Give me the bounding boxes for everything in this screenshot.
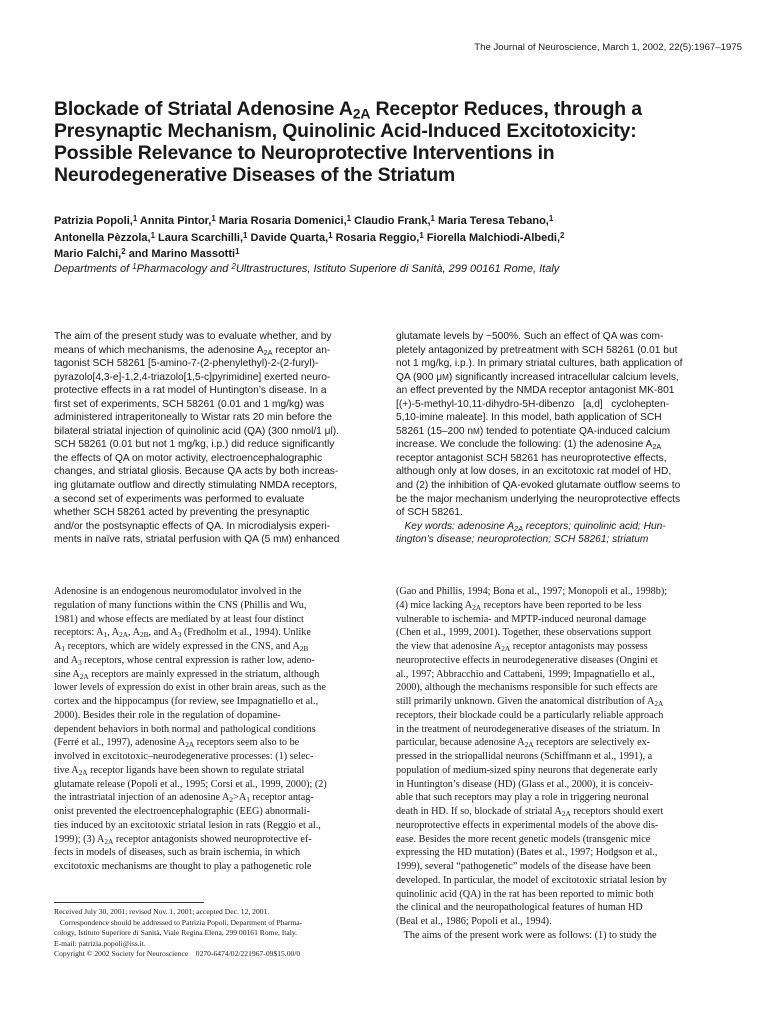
body-line: in Huntington’s disease (HD) (Glass et al., 2000), it is conceiv- <box>396 778 654 790</box>
abstract-line: and (2) the inhibition of QA-evoked glutamate outflow seems to <box>396 480 681 492</box>
abstract-line: The aim of the present study was to evaluate whether, and by <box>54 331 332 342</box>
abstract-line: 5,10-imine maleate]. In this model, bath application of SCH <box>396 412 662 424</box>
body-right-column <box>396 585 718 943</box>
body-line: quinolinic acid (QA) in the rat has been reported to mimic both <box>396 888 654 900</box>
body-line: 2000), although the mechanisms responsible for such effects are <box>396 682 658 694</box>
body-line: population of medium-sized spiny neurons that degenerate early <box>396 764 658 776</box>
abstract-line: not 1 mg/kg, i.p.). In primary striatal cultures, bath application of <box>396 358 683 370</box>
body-line: Adenosine is an endogenous neuromodulator involved in the <box>54 586 302 597</box>
body-line: dependent behaviors in both normal and pathological conditions <box>54 723 316 735</box>
abstract-line: pyrazolo[4,3-e]-1,2,4-triazolo[1,5-c]pyrimidine] exerted neuro- <box>54 371 331 383</box>
abstract-line: QA (900 μM) significantly increased intracellular calcium levels, <box>396 371 679 383</box>
abstract-line: means of which mechanisms, the adenosine $A_{2A}$ receptor an- <box>54 344 331 357</box>
body-line: receptors: $A_1$, $A_{2A}$, $A_{2B}$, and $A_3$ (Fredholm et al., 1994). Unlike <box>54 627 311 640</box>
abstract-line: a second set of experiments was performed to evaluate <box>54 493 305 505</box>
author-line: Mario Falchi,$^2$ and Marino Massotti$^1$ <box>54 246 240 260</box>
body-line: tive $A_{2A}$ receptor ligands have been shown to regulate striatal <box>54 764 305 777</box>
title-line: Blockade of Striatal Adenosine $A_{2A}$ Receptor Reduces, through a <box>54 98 642 122</box>
abstract-line: receptor antagonist SCH 58261 has neuroprotective effects, <box>396 452 667 464</box>
body-line: 2000). Besides their role in the regulation of dopamine- <box>54 709 281 721</box>
body-line: in the treatment of neurodegenerative diseases of the striatum. In <box>396 723 661 735</box>
abstract-line: bilateral striatal injection of quinolinic acid (QA) (300 nmol/1 μl). <box>54 425 340 437</box>
body-line: pressed in the striopallidal neurons (Schiffmann et al., 1991), a <box>396 751 653 762</box>
title-line: Neurodegenerative Diseases of the Striatum <box>54 164 456 186</box>
abstract-line: and/or the postsynaptic effects of QA. In microdialysis experi- <box>54 520 331 532</box>
footnotes <box>54 907 376 960</box>
body-line: cortex and the hippocampus (for review, see Impagnatiello et al., <box>54 696 319 707</box>
footnote-line: Correspondence should be addressed to Patrizia Popoli, Department of Pharma- <box>54 917 303 927</box>
body-line: lower levels of expression do exist in other brain areas, such as the <box>54 682 326 694</box>
author-line: Patrizia Popoli,$^1$ Annita Pintor,$^1$ Maria Rosaria Domenici,$^1$ Claudio Frank,$^1$ Maria Teresa Tebano,$^1$ <box>54 213 554 227</box>
body-line: the clinical and the neuropathological features of human HD <box>396 902 643 914</box>
abstract-line: increase. We conclude the following: (1) the adenosine $A_{2A}$ <box>396 439 662 452</box>
abstract-left-column <box>54 330 374 547</box>
article-title <box>54 98 734 186</box>
abstract-line: Key words: adenosine $A_{2A}$ receptors; quinolinic acid; Hun- <box>404 520 666 533</box>
title-line: Presynaptic Mechanism, Quinolinic Acid-Induced Excitotoxicity: <box>54 120 637 142</box>
body-line: $A_1$ receptors, which are widely expressed in the CNS, and $A_{2B}$ <box>54 641 309 653</box>
abstract-line: protective effects in a rat model of Huntington’s disease. In a <box>54 385 327 397</box>
abstract-line: tington’s disease; neuroprotection; SCH 58261; striatum <box>396 534 649 546</box>
body-line: (Chen et al., 1999, 2001). Together, these observations support <box>396 627 652 639</box>
body-line: (4) mice lacking $A_{2A}$ receptors have been reported to be less <box>396 599 642 612</box>
body-line: still primarily unknown. Given the anatomical distribution of $A_{2A}$ <box>396 696 664 708</box>
abstract-line: tagonist SCH 58261 [5-amino-7-(2-phenylethyl)-2-(2-furyl)- <box>54 358 319 370</box>
abstract-line: glutamate levels by ~500%. Such an effect of QA was com- <box>396 331 664 342</box>
abstract-line: 58261 (15–200 nM) tended to potentiate QA-induced calcium <box>396 425 671 437</box>
footnote-line: E-mail: patrizia.popoli@iss.it. <box>54 938 146 948</box>
body-line: developed. In particular, the model of excitotoxic striatal lesion by <box>396 874 667 886</box>
footnote-divider <box>54 902 204 903</box>
body-line: vulnerable to ischemia- and MPTP-induced neuronal damage <box>396 613 647 625</box>
body-line: fects in models of diseases, such as brain ischemia, in which <box>54 847 301 859</box>
footnote-line: Copyright © 2002 Society for Neuroscience 0270-6474/02/221967-09$15.00/0 <box>54 949 301 959</box>
body-line: able that such receptors may play a role in triggering neuronal <box>396 792 649 804</box>
abstract-line: although only at low doses, in an excitotoxic rat model of HD, <box>396 466 672 478</box>
body-line: receptors, their blockade could be a particularly reliable approach <box>396 709 664 721</box>
body-line: 1981) and whose effects are mediated by at least four distinct <box>54 613 304 625</box>
body-line: sine $A_{2A}$ receptors are mainly expressed in the striatum, although <box>54 668 320 681</box>
body-line: and $A_3$ receptors, whose central expression is rather low, adeno- <box>54 654 315 667</box>
abstract-line: whether SCH 58261 acted by preventing the presynaptic <box>54 507 310 519</box>
body-line: expressing the HD mutation) (Bates et al., 1997; Hodgson et al., <box>396 847 658 859</box>
affiliations: Departments of $^1$Pharmacology and $^2$Ultrastructures, Istituto Superiore di Sanità, 299 00161 Rome, Italy <box>54 261 560 275</box>
abstract-line: an effect prevented by the NMDA receptor antagonist MK-801 <box>396 385 675 397</box>
body-line: al., 1997; Abbracchio and Cattabeni, 1999; Impagnatiello et al., <box>396 668 655 680</box>
body-line: death in HD. If so, blockade of striatal $A_{2A}$ receptors should exert <box>396 806 664 818</box>
body-line: the intrastriatal injection of an adenosine $A_2>A_1$ receptor antag- <box>54 792 314 805</box>
author-list <box>54 213 734 263</box>
body-line: particular, because adenosine $A_{2A}$ receptors are selectively ex- <box>396 737 651 750</box>
body-line: 1999), several “pathogenetic” models of the disease have been <box>396 861 651 872</box>
body-line: glutamate release (Popoli et al., 1995; Corsi et al., 1999, 2000); (2) <box>54 778 327 790</box>
footnote-line: cology, Istituto Superiore di Sanità, Viale Regina Elena, 299 00161 Rome, Italy. <box>54 928 298 938</box>
abstract-line: ing glutamate outflow and directly stimulating NMDA receptors, <box>54 480 338 492</box>
body-line: ease. Besides the more recent genetic models (transgenic mice <box>396 833 651 845</box>
abstract-line: be the major mechanism underlying the neuroprotective effects <box>396 493 681 505</box>
abstract-line: changes, and striatal gliosis. Because QA acts by both increas- <box>54 466 339 478</box>
abstract-line: ments in naïve rats, striatal perfusion with QA (5 mM) enhanced <box>54 534 340 546</box>
abstract-line: first set of experiments, SCH 58261 (0.01 and 1 mg/kg) was <box>54 398 325 410</box>
abstract-right-column <box>396 330 716 547</box>
journal-header: The Journal of Neuroscience, March 1, 2002, 22(5):1967–1975 <box>474 42 742 53</box>
body-line: neuroprotective effects in experimental models of the above dis- <box>396 819 659 831</box>
body-left-column <box>54 585 376 874</box>
body-line: the view that adenosine $A_{2A}$ receptor antagonists may possess <box>396 641 648 653</box>
footnote-line: Received July 30, 2001; revised Nov. 1, 2001; accepted Dec. 12, 2001. <box>54 907 270 916</box>
body-line: (Beal et al., 1986; Popoli et al., 1994). <box>396 916 552 927</box>
body-line: neuroprotective effects in neurodegenerative diseases (Ongini et <box>396 654 658 666</box>
title-line: Possible Relevance to Neuroprotective Interventions in <box>54 142 555 164</box>
body-line: The aims of the present work were as follows: (1) to study the <box>396 929 657 941</box>
abstract-line: SCH 58261 (0.01 but not 1 mg/kg, i.p.) did reduce significantly <box>54 439 335 451</box>
abstract-line: [(+)-5-methyl-10,11-dihydro-5H-dibenzo [a,d] cyclohepten- <box>396 398 670 410</box>
abstract-line: of SCH 58261. <box>396 507 463 519</box>
body-line: (Gao and Phillis, 1994; Bona et al., 1997; Monopoli et al., 1998b); <box>396 586 668 597</box>
author-line: Antonella Pèzzola,$^1$ Laura Scarchilli,$^1$ Davide Quarta,$^1$ Rosaria Reggio,$^1$ Fiorella Malchiodi-Albedi,$^2$ <box>54 230 565 244</box>
body-line: involved in excitotoxic–neurodegenerative processes: (1) selec- <box>54 751 314 762</box>
abstract-line: the effects of QA on motor activity, electroencephalographic <box>54 452 323 464</box>
body-line: regulation of many functions within the CNS (Phillis and Wu, <box>54 599 307 611</box>
abstract-line: pletely antagonized by pretreatment with SCH 58261 (0.01 but <box>396 344 678 356</box>
abstract-line: administered intraperitoneally to Wistar rats 20 min before the <box>54 412 333 424</box>
body-line: excitotoxic mechanisms are thought to play a pathogenetic role <box>54 861 312 872</box>
body-line: (Ferré et al., 1997), adenosine $A_{2A}$ receptors seem also to be <box>54 737 300 750</box>
body-line: ties induced by an excitotoxic striatal lesion in rats (Reggio et al., <box>54 819 321 831</box>
body-line: onist prevented the electroencephalographic (EEG) abnormali- <box>54 806 310 817</box>
body-line: 1999); (3) $A_{2A}$ receptor antagonists showed neuroprotective ef- <box>54 833 312 846</box>
